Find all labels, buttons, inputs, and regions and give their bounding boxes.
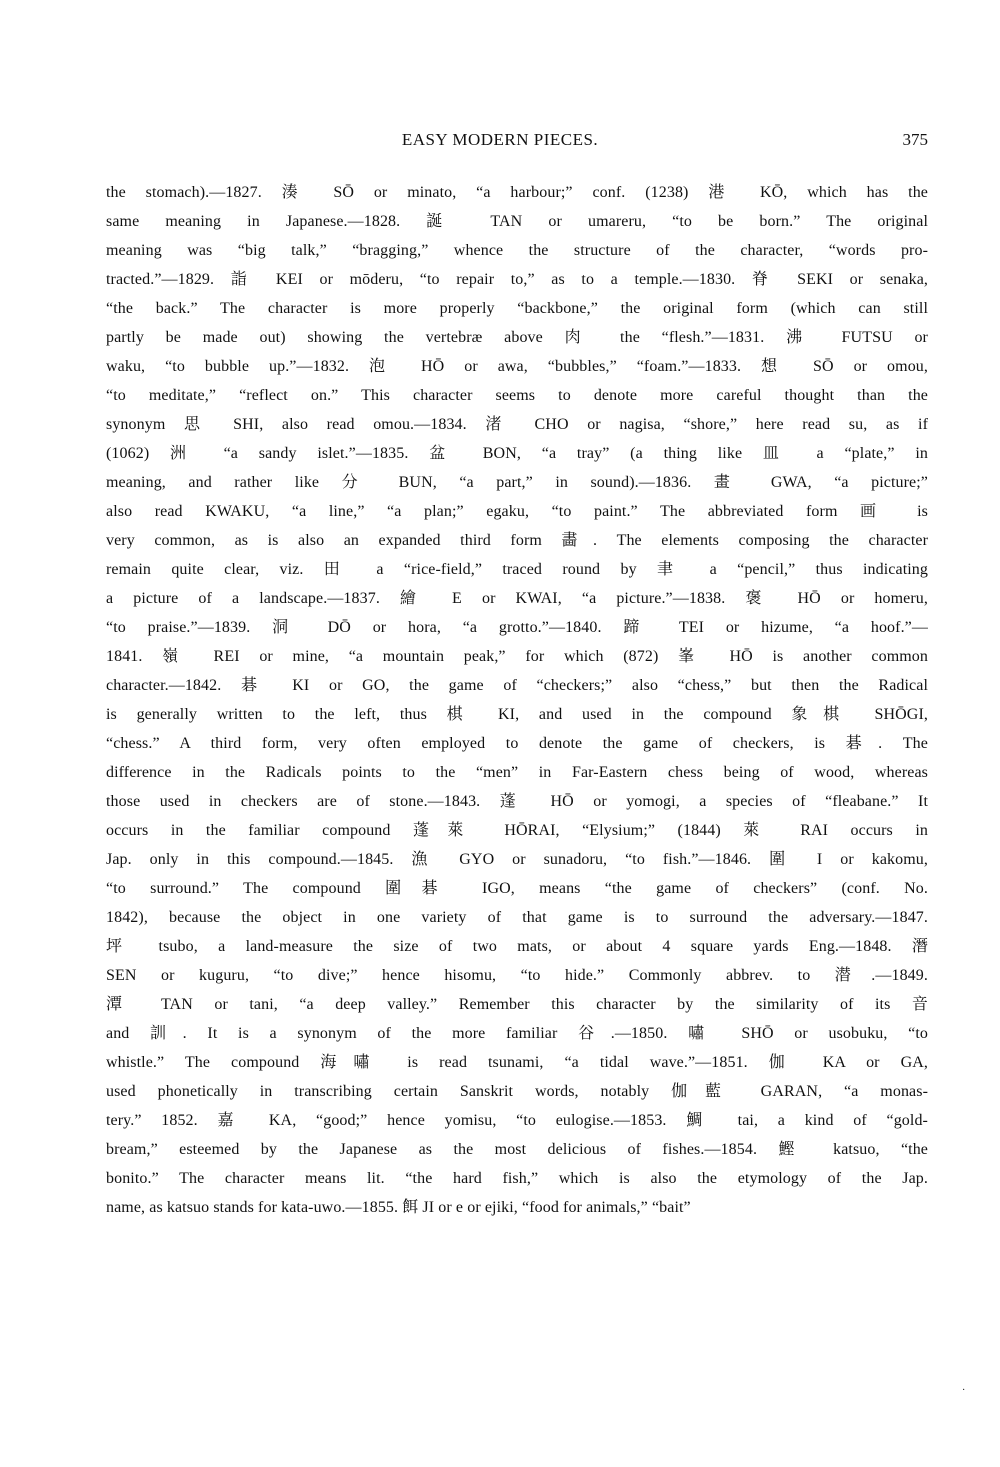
text-line: very common, as is also an expanded third form 畵. The elements composing the character	[106, 532, 928, 549]
text-line: bonito.” The character means lit. “the hard fish,” which is also the etymology of the Jap.	[106, 1170, 928, 1187]
stray-mark: ·	[962, 1385, 966, 1396]
text-line: 1842), because the object in one variety of that game is to surround the adversary.—1847.	[106, 909, 928, 926]
text-line: remain quite clear, viz. 田 a “rice-field,” traced round by 聿 a “pencil,” thus indicating	[106, 561, 928, 578]
text-line: whistle.” The compound 海嘯 is read tsunami, “a tidal wave.”—1851. 伽 KA or GA,	[106, 1054, 928, 1071]
text-line: name, as katsuo stands for kata-uwo.—1855. 餌 JI or e or ejiki, “food for animals,” “bait”	[106, 1199, 691, 1216]
text-line: is generally written to the left, thus 棋 KI, and used in the compound 象棋 SHŌGI,	[106, 706, 928, 723]
text-line: “to praise.”—1839. 洞 DŌ or hora, “a grotto.”—1840. 蹄 TEI or hizume, “a hoof.”—	[106, 619, 928, 636]
text-line: “the back.” The character is more properly “backbone,” the original form (which can still	[106, 300, 928, 317]
text-line: and 訓. It is a synonym of the more familiar 谷.—1850. 嘯 SHŌ or usobuku, “to	[106, 1025, 928, 1042]
text-line: meaning, and rather like 分 BUN, “a part,” in sound).—1836. 畫 GWA, “a picture;”	[106, 474, 928, 491]
text-line: 1841. 嶺 REI or mine, “a mountain peak,” for which (872) 峯 HŌ is another common	[106, 648, 928, 665]
text-line: Jap. only in this compound.—1845. 漁 GYO or sunadoru, “to fish.”—1846. 圍 I or kakomu,	[106, 851, 928, 868]
text-line: character.—1842. 碁 KI or GO, the game of “checkers;” also “chess,” but then the Radical	[106, 677, 928, 694]
running-title: EASY MODERN PIECES.	[401, 130, 599, 149]
text-line: tery.” 1852. 嘉 KA, “good;” hence yomisu, “to eulogise.—1853. 鯛 tai, a kind of “gold-	[106, 1112, 928, 1129]
text-line: the stomach).—1827. 湊 SŌ or minato, “a harbour;” conf. (1238) 港 KŌ, which has the	[106, 184, 928, 201]
text-line: also read KWAKU, “a line,” “a plan;” egaku, “to paint.” The abbreviated form 画 is	[106, 503, 928, 520]
text-line: SEN or kuguru, “to dive;” hence hisomu, “to hide.” Commonly abbrev. to 潜.—1849.	[106, 967, 928, 984]
running-head	[0, 130, 1000, 160]
text-line: synonym 思 SHI, also read omou.—1834. 渚 CHO or nagisa, “shore,” here read su, as if	[106, 416, 928, 433]
text-line: (1062) 洲 “a sandy islet.”—1835. 盆 BON, “a tray” (a thing like 皿 a “plate,” in	[106, 445, 928, 462]
text-line: occurs in the familiar compound 蓬萊 HŌRAI, “Elysium;” (1844) 萊 RAI occurs in	[106, 822, 928, 839]
text-line: bream,” esteemed by the Japanese as the most delicious of fishes.—1854. 鰹 katsuo, “the	[106, 1141, 928, 1158]
text-line: 潭 TAN or tani, “a deep valley.” Remember this character by the similarity of its 音	[106, 996, 928, 1013]
text-line: “chess.” A third form, very often employed to denote the game of checkers, is 碁. The	[106, 735, 928, 752]
text-line: tracted.”—1829. 詣 KEI or mōderu, “to repair to,” as to a temple.—1830. 脊 SEKI or senaka,	[106, 271, 928, 288]
text-line: same meaning in Japanese.—1828. 誕 TAN or umareru, “to be born.” The original	[106, 213, 928, 230]
text-line: a picture of a landscape.—1837. 繪 E or KWAI, “a picture.”—1838. 褒 HŌ or homeru,	[106, 590, 928, 607]
page-number: 375	[902, 130, 928, 149]
text-line: “to meditate,” “reflect on.” This character seems to denote more careful thought than the	[106, 387, 928, 404]
text-line: used phonetically in transcribing certain Sanskrit words, notably 伽藍 GARAN, “a monas-	[106, 1083, 928, 1100]
text-line: meaning was “big talk,” “bragging,” whence the structure of the character, “words pro-	[106, 242, 928, 259]
text-line: waku, “to bubble up.”—1832. 泡 HŌ or awa, “bubbles,” “foam.”—1833. 想 SŌ or omou,	[106, 358, 928, 375]
text-line: partly be made out) showing the vertebræ above 肉 the “flesh.”—1831. 沸 FUTSU or	[106, 329, 928, 346]
text-line: “to surround.” The compound 圍碁 IGO, means “the game of checkers” (conf. No.	[106, 880, 928, 897]
text-line: difference in the Radicals points to the “men” in Far-Eastern chess being of wood, whereas	[106, 764, 928, 781]
text-line: 坪 tsubo, a land-measure the size of two mats, or about 4 square yards Eng.—1848. 潛	[106, 938, 928, 955]
text-line: those used in checkers are of stone.—1843. 蓬 HŌ or yomogi, a species of “fleabane.” It	[106, 793, 928, 810]
body-text	[106, 178, 928, 1222]
